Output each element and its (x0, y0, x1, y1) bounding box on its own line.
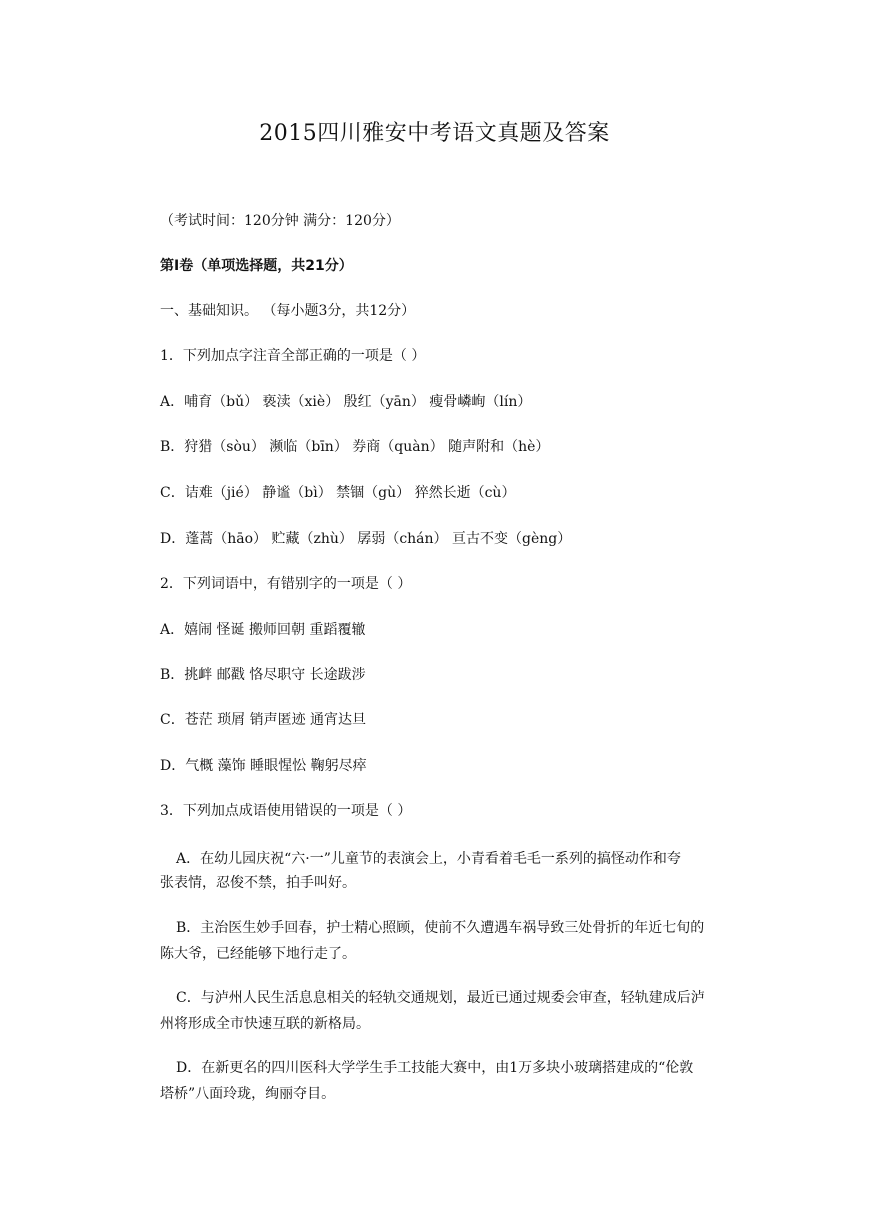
part1-heading: 一、基础知识。 （每小题3分，共12分） (160, 303, 416, 319)
q3-option-d-line1: D．在新更名的四川医科大学学生手工技能大赛中，由1万多块小玻璃搭建成的“伦敦 (176, 1060, 694, 1076)
q2-option-c: C．苍茫 琐屑 销声匿迹 通宵达旦 (160, 712, 367, 728)
q2-option-a: A．嬉闹 怪诞 搬师回朝 重蹈覆辙 (160, 622, 366, 638)
q1-stem: 1．下列加点字注音全部正确的一项是（ ） (160, 348, 426, 364)
q3-option-b-line2: 陈大爷，已经能够下地行走了。 (160, 946, 356, 962)
q1-option-a: A．哺育（bǔ） 亵渎（xiè） 殷红（yān） 瘦骨嶙峋（lín） (160, 394, 532, 410)
q3-option-d-line2: 塔桥”八面玲珑，绚丽夺目。 (160, 1086, 336, 1102)
page-title: 2015四川雅安中考语文真题及答案 (259, 121, 610, 146)
q2-option-d: D．气概 藻饰 睡眼惺忪 鞠躬尽瘁 (160, 758, 367, 774)
q3-option-a-line1: A．在幼儿园庆祝“六·一”儿童节的表演会上，小青看着毛毛一系列的搞怪动作和夸 (176, 851, 681, 867)
q3-option-c-line2: 州将形成全市快速互联的新格局。 (160, 1016, 370, 1032)
q3-stem: 3．下列加点成语使用错误的一项是（ ） (160, 803, 412, 819)
q3-option-a-line2: 张表情，忍俊不禁，拍手叫好。 (160, 875, 356, 891)
q2-stem: 2．下列词语中，有错别字的一项是（ ） (160, 576, 412, 592)
q1-option-d: D．蓬蒿（hāo） 贮藏（zhù） 孱弱（chán） 亘古不变（gèng） (160, 531, 572, 547)
q1-option-b: B．狩猎（sòu） 濒临（bīn） 券商（quàn） 随声附和（hè） (160, 439, 550, 455)
q2-option-b: B．挑衅 邮戳 恪尽职守 长途跋涉 (160, 667, 366, 683)
q1-option-c: C．诘难（jié） 静谧（bì） 禁锢（gù） 猝然长逝（cù） (160, 485, 516, 501)
exam-info: （考试时间：120分钟 满分：120分） (160, 213, 400, 229)
q3-option-b-line1: B．主治医生妙手回春，护士精心照顾，使前不久遭遇车祸导致三处骨折的年近七旬的 (176, 920, 705, 936)
section-title: 第Ⅰ卷（单项选择题，共21分） (160, 258, 353, 274)
q3-option-c-line1: C．与泸州人民生活息息相关的轻轨交通规划，最近已通过规委会审查，轻轨建成后泸 (176, 990, 705, 1006)
